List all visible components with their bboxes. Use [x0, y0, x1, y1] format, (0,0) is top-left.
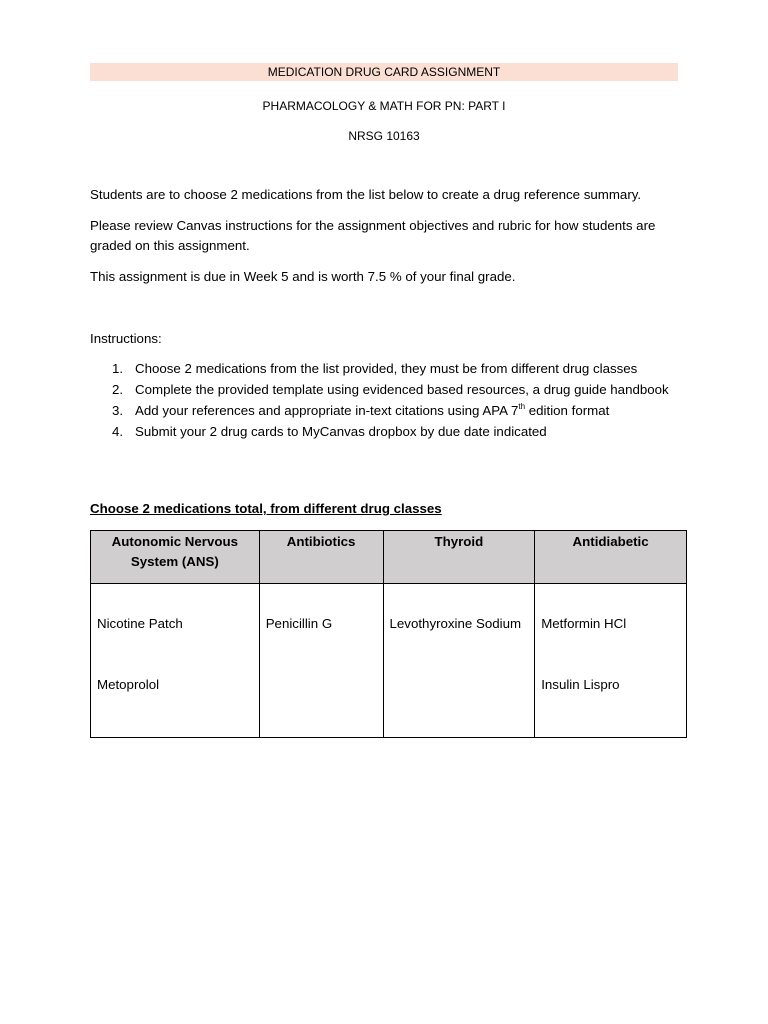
step-text: Add your references and appropriate in-text citations using APA 7: [135, 403, 519, 418]
antidiabetic-cell: [535, 584, 687, 738]
instructions-list: [90, 359, 690, 443]
medication-item: Metformin HCl: [541, 616, 627, 631]
step-number: 2.: [112, 382, 124, 397]
step-superscript: th: [518, 402, 526, 411]
instruction-step: [90, 401, 690, 421]
assignment-title: MEDICATION DRUG CARD ASSIGNMENT: [90, 63, 678, 81]
medication-item: Levothyroxine Sodium: [389, 616, 522, 631]
instruction-step: [90, 359, 690, 379]
medications-table: [90, 530, 687, 738]
step-number: 1.: [112, 361, 124, 376]
due-paragraph: This assignment is due in Week 5 and is worth 7.5 % of your final grade.: [90, 269, 516, 284]
medication-item: Penicillin G: [265, 616, 333, 631]
course-name: PHARMACOLOGY & MATH FOR PN: PART I: [262, 99, 506, 113]
instructions-label: Instructions:: [90, 331, 162, 346]
intro-paragraph: Students are to choose 2 medications from the list below to create a drug reference summary.: [90, 187, 642, 202]
course-code: NRSG 10163: [348, 129, 420, 143]
column-header-thyroid: Thyroid: [383, 531, 535, 584]
table-row: [91, 584, 687, 738]
column-header-antidiabetic: Antidiabetic: [535, 531, 687, 584]
step-number: 3.: [112, 403, 124, 418]
step-text: Complete the provided template using evidenced based resources, a drug guide handbook: [135, 382, 669, 397]
medication-item: Nicotine Patch: [97, 616, 183, 631]
thyroid-cell: [383, 584, 535, 738]
review-paragraph: Please review Canvas instructions for the assignment objectives and rubric for how students are graded on this assignment.: [90, 218, 656, 253]
medication-item: Insulin Lispro: [541, 677, 620, 692]
step-text: Choose 2 medications from the list provided, they must be from different drug classes: [135, 361, 638, 376]
table-header-row: [91, 531, 687, 584]
antibiotics-cell: [259, 584, 383, 738]
step-text-continued: edition format: [525, 403, 610, 418]
ans-cell: [91, 584, 260, 738]
step-text: Submit your 2 drug cards to MyCanvas dropbox by due date indicated: [135, 424, 547, 439]
column-header-antibiotics: Antibiotics: [259, 531, 383, 584]
instruction-step: [90, 380, 690, 400]
medications-heading: Choose 2 medications total, from different drug classes: [90, 501, 442, 516]
instruction-step: [90, 422, 690, 442]
column-header-ans: Autonomic Nervous System (ANS): [91, 531, 260, 584]
medication-item: Metoprolol: [97, 677, 160, 692]
step-number: 4.: [112, 424, 124, 439]
